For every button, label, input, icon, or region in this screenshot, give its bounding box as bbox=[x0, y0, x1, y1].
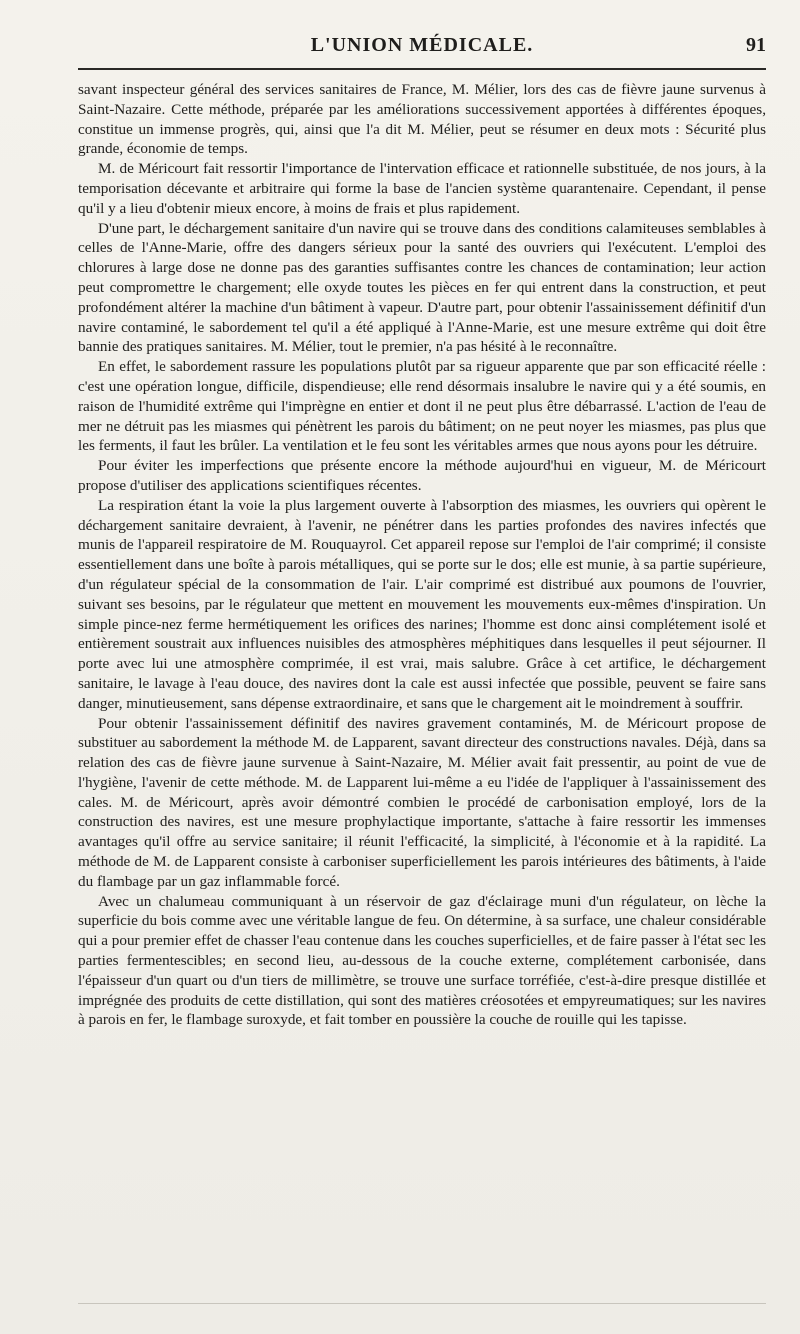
paragraph: M. de Méricourt fait ressortir l'importance de l'intervation efficace et rationnelle substituée, de nos jours, à la temporisation décevante et arbitraire qui forme la base de l'ancien système quarantenaire. Cependant, il pense qu'il y a lieu d'obtenir mieux encore, à moins de frais et plus rapidement. bbox=[78, 160, 766, 217]
paragraph: Pour obtenir l'assainissement définitif des navires gravement contaminés, M. de Méricourt propose de substituer au sabordement la méthode M. de Lapparent, savant directeur des constructions navales. Déjà, dans sa relation des cas de fièvre jaune survenue à Saint-Nazaire, M. Mélier avait fait pressentir, au point de vue de l'hygiène, l'avenir de cette méthode. M. de Lapparent lui-même a eu l'idée de l'appliquer à l'assainissement des cales. M. de Méricourt, après avoir démontré combien le procédé de carbonisation employé, lors de la construction des navires, est une mesure prophylactique importante, s'attache à faire ressortir les immenses avantages qu'il offre au service sanitaire; il réunit l'efficacité, la simplicité, à l'économie et à la rapidité. La méthode de M. de Lapparent consiste à carboniser superficiellement les parois intérieures des bâtiments, à l'aide du flambage par un gaz inflammable forcé. bbox=[78, 714, 766, 890]
paragraph: En effet, le sabordement rassure les populations plutôt par sa rigueur apparente que par son efficacité réelle : c'est une opération longue, difficile, dispendieuse; elle rend désormais insalubre le navire qui y a été soumis, en raison de l'humidité extrême qui l'imprègne en entier et dont il ne peut plus être débarrassé. L'action de l'eau de mer ne détruit pas les miasmes qui pénètrent les parois du bâtiment; on ne peut noyer les miasmes, pas plus que les ferments, il faut les brûler. La ventilation et le feu sont les véritables armes que nous ayons pour les détruire. bbox=[78, 358, 766, 455]
paragraph: D'une part, le déchargement sanitaire d'un navire qui se trouve dans des conditions calamiteuses semblables à celles de l'Anne-Marie, offre des dangers sérieux pour la santé des ouvriers qui l'exécutent. L'emploi des chlorures à large dose ne donne pas des garanties suffisantes contre les chances de contamination; leur action peut compromettre le chargement; elle oxyde toutes les pièces en fer qui entrent dans la construction, et peut profondément altérer la machine d'un bâtiment à vapeur. D'autre part, pour obtenir l'assainissement définitif d'un navire contaminé, le sabordement tel qu'il a été appliqué à l'Anne-Marie, est une mesure extrême qui doit être bannie des pratiques sanitaires. M. Mélier, tout le premier, n'a pas hésité à le reconnaître. bbox=[78, 219, 766, 356]
bottom-divider bbox=[78, 1303, 766, 1304]
body-text bbox=[78, 80, 766, 1030]
paragraph-continuation: savant inspecteur général des services sanitaires de France, M. Mélier, lors des cas de fièvre jaune survenus à Saint-Nazaire. Cette méthode, préparée par les améliorations successivement apportées à différentes époques, constitue un immense progrès, qui, ainsi que l'a dit M. Mélier, peut se résumer en deux mots : Sécurité plus grande, économie de temps. bbox=[78, 81, 766, 158]
header-rule bbox=[78, 68, 766, 70]
running-title: L'UNION MÉDICALE. bbox=[310, 34, 534, 56]
paragraph: Avec un chalumeau communiquant à un réservoir de gaz d'éclairage muni d'un régulateur, on lèche la superficie du bois comme avec une véritable langue de feu. On détermine, à sa surface, une chaleur considérable qui a pour premier effet de chasser l'eau contenue dans les couches superficielles, et de faire passer à l'état sec les parties fermentescibles; en second lieu, au-dessous de la couche externe, complétement carbonisée, dans l'épaisseur d'un quart ou d'un tiers de millimètre, se trouve une surface torréfiée, c'est-à-dire presque distillée et imprégnée des produits de cette distillation, qui sont des matières créosotées et empyreumatiques; sur les navires à parois en fer, le flambage suroxyde, et fait tomber en poussière la couche de rouille qui les tapisse. bbox=[78, 892, 766, 1029]
paragraph: La respiration étant la voie la plus largement ouverte à l'absorption des miasmes, les ouvriers qui opèrent le déchargement sanitaire devraient, à l'avenir, ne pénétrer dans les parties profondes des navires infectés que munis de l'appareil respiratoire de M. Rouquayrol. Cet appareil repose sur l'emploi de l'air comprimé; il consiste essentiellement dans une boîte à parois métalliques, qui se porte sur le dos; elle est munie, à sa partie supérieure, d'un régulateur spécial de la consommation de l'air. L'air comprimé est distribué aux poumons de l'ouvrier, suivant ses besoins, par le régulateur que mettent en mouvement les mouvements eux-mêmes d'inspiration. Un simple pince-nez ferme hermétiquement les orifices des narines; l'homme est donc ainsi complétement isolé et entièrement soustrait aux influences nuisibles des atmosphères méphitiques dans lesquelles il peut séjourner. Il porte avec lui une atmosphère comprimée, il est vrai, mais salubre. Grâce à cet artifice, le déchargement sanitaire, le lavage à l'eau douce, des navires dont la cale est aussi infectée que possible, peuvent se faire sans danger, minutieusement, sans dépense extraordinaire, et sans que le chargement ait le moindrement à souffrir. bbox=[78, 496, 766, 712]
page-number: 91 bbox=[746, 34, 766, 56]
paragraph: Pour éviter les imperfections que présente encore la méthode aujourd'hui en vigueur, M. de Méricourt propose d'utiliser des applications scientifiques récentes. bbox=[78, 457, 766, 494]
running-head bbox=[78, 30, 766, 60]
